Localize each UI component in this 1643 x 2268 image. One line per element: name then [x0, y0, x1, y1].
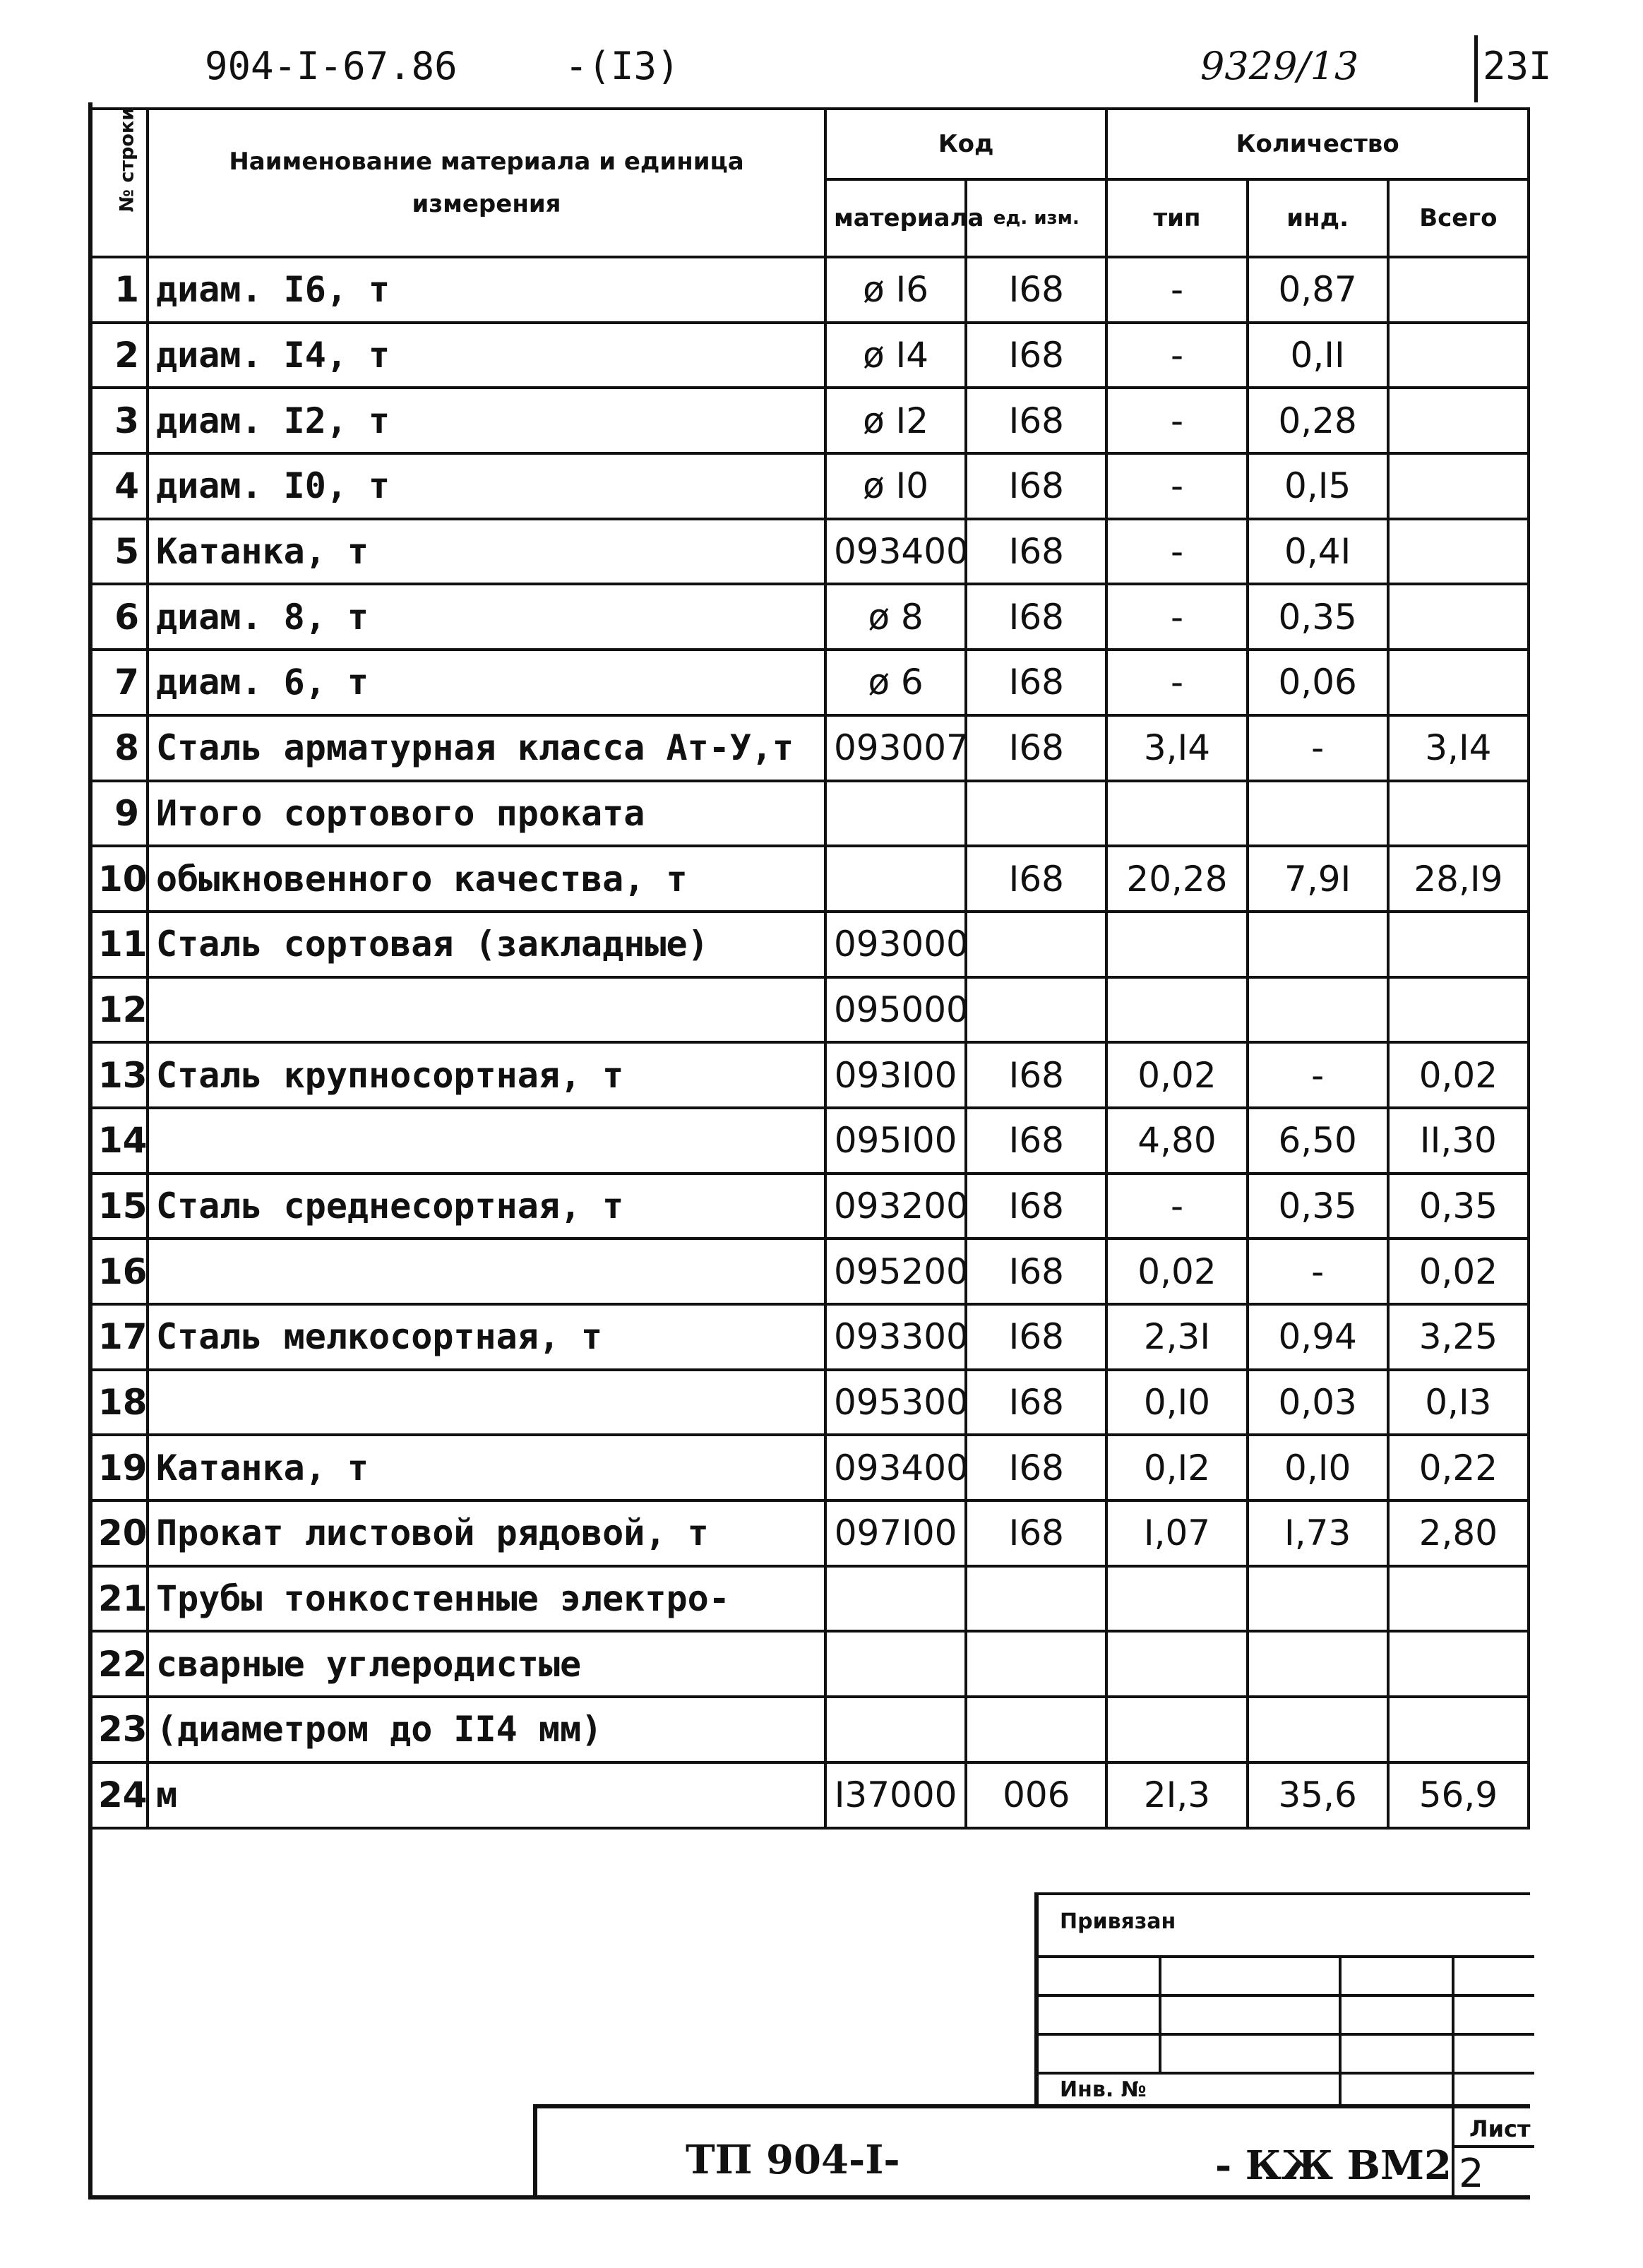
material-code-cell: 095I00 — [825, 1108, 966, 1174]
unit-code-cell: I68 — [966, 715, 1106, 781]
stamp-line — [1159, 1955, 1161, 2072]
unit-code-cell: I68 — [966, 519, 1106, 585]
qty-type-cell — [1106, 1697, 1247, 1762]
page-number: 23I — [1483, 44, 1552, 88]
unit-code-cell: I68 — [966, 1239, 1106, 1304]
unit-code-cell: I68 — [966, 650, 1106, 715]
material-code-cell — [825, 846, 966, 912]
qty-type-cell: - — [1106, 388, 1247, 453]
sheet-cell-divider — [1452, 2108, 1454, 2200]
qty-type-cell: - — [1106, 519, 1247, 585]
material-code-cell: 093000 — [825, 912, 966, 977]
material-code-cell: ø 6 — [825, 650, 966, 715]
table-row — [90, 650, 1529, 715]
qty-total-cell — [1388, 453, 1529, 519]
material-code-cell — [825, 1697, 966, 1762]
material-name-cell: (диаметром до II4 мм) — [148, 1697, 825, 1762]
qty-ind-cell: 0,35 — [1248, 1174, 1388, 1239]
material-code-cell — [825, 781, 966, 847]
material-code-header: материала — [825, 179, 966, 257]
linked-label: Привязан — [1060, 1909, 1176, 1934]
row-number-cell: 13 — [90, 1042, 148, 1108]
qty-type-header: тип — [1106, 179, 1247, 257]
row-number-cell: 17 — [90, 1304, 148, 1370]
qty-ind-cell: 0,28 — [1248, 388, 1388, 453]
material-name-cell: Прокат листовой рядовой, т — [148, 1500, 825, 1566]
unit-code-cell: I68 — [966, 1174, 1106, 1239]
qty-total-cell: 0,35 — [1388, 1174, 1529, 1239]
unit-code-header: ед. изм. — [966, 179, 1106, 257]
material-code-cell: 093400 — [825, 1435, 966, 1500]
qty-ind-cell: - — [1248, 1042, 1388, 1108]
qty-total-cell — [1388, 584, 1529, 650]
row-number-cell: 1 — [90, 257, 148, 323]
qty-type-cell — [1106, 1566, 1247, 1632]
qty-total-cell — [1388, 257, 1529, 323]
qty-ind-cell: 0,I5 — [1248, 453, 1388, 519]
unit-code-cell: I68 — [966, 257, 1106, 323]
qty-type-cell: - — [1106, 257, 1247, 323]
qty-total-cell — [1388, 977, 1529, 1043]
material-name-cell: диам. I4, т — [148, 323, 825, 388]
table-row — [90, 1500, 1529, 1566]
material-name-cell — [148, 1108, 825, 1174]
row-number-cell: 16 — [90, 1239, 148, 1304]
table-row — [90, 1239, 1529, 1304]
qty-type-cell: 0,I0 — [1106, 1370, 1247, 1436]
qty-ind-cell: 0,94 — [1248, 1304, 1388, 1370]
qty-type-cell: - — [1106, 453, 1247, 519]
inventory-label: Инв. № — [1060, 2077, 1147, 2102]
table-row — [90, 323, 1529, 388]
quantity-header: Количество — [1106, 109, 1529, 179]
material-name-cell: Сталь мелкосортная, т — [148, 1304, 825, 1370]
qty-ind-cell — [1248, 912, 1388, 977]
qty-type-cell: - — [1106, 650, 1247, 715]
qty-ind-cell — [1248, 1566, 1388, 1632]
unit-code-cell: I68 — [966, 1108, 1106, 1174]
material-name-cell: диам. I0, т — [148, 453, 825, 519]
qty-total-cell — [1388, 323, 1529, 388]
qty-type-cell: - — [1106, 584, 1247, 650]
row-number-cell: 19 — [90, 1435, 148, 1500]
material-name-cell: диам. I6, т — [148, 257, 825, 323]
qty-ind-cell: 0,4I — [1248, 519, 1388, 585]
material-code-cell: ø I6 — [825, 257, 966, 323]
table-row — [90, 1304, 1529, 1370]
qty-type-cell: 0,I2 — [1106, 1435, 1247, 1500]
table-row — [90, 1435, 1529, 1500]
row-number-cell: 18 — [90, 1370, 148, 1436]
qty-total-cell — [1388, 388, 1529, 453]
qty-ind-cell — [1248, 977, 1388, 1043]
material-name-cell: обыкновенного качества, т — [148, 846, 825, 912]
unit-code-cell: I68 — [966, 1304, 1106, 1370]
sheet-number: 2 — [1459, 2151, 1484, 2197]
qty-total-cell: 0,02 — [1388, 1239, 1529, 1304]
qty-total-cell: 0,02 — [1388, 1042, 1529, 1108]
table-row — [90, 519, 1529, 585]
unit-code-cell: I68 — [966, 453, 1106, 519]
qty-total-cell: II,30 — [1388, 1108, 1529, 1174]
material-name-cell: сварные углеродистые — [148, 1631, 825, 1697]
qty-type-cell: 2I,3 — [1106, 1762, 1247, 1828]
qty-type-cell: 20,28 — [1106, 846, 1247, 912]
row-number-cell: 11 — [90, 912, 148, 977]
qty-ind-cell: 0,35 — [1248, 584, 1388, 650]
title-block — [533, 2104, 1530, 2200]
qty-total-header: Всего — [1388, 179, 1529, 257]
material-name-cell: Катанка, т — [148, 519, 825, 585]
qty-type-cell: 2,3I — [1106, 1304, 1247, 1370]
row-number-header: № строки — [90, 109, 148, 257]
qty-ind-cell: - — [1248, 715, 1388, 781]
material-code-cell: 093400 — [825, 519, 966, 585]
row-number-cell: 5 — [90, 519, 148, 585]
linked-stamp — [1034, 1892, 1530, 2104]
unit-code-cell — [966, 912, 1106, 977]
material-code-cell: 093200 — [825, 1174, 966, 1239]
unit-code-cell: I68 — [966, 388, 1106, 453]
code-header: Код — [825, 109, 1106, 179]
material-name-cell: м — [148, 1762, 825, 1828]
row-number-cell: 15 — [90, 1174, 148, 1239]
qty-total-cell: 3,25 — [1388, 1304, 1529, 1370]
qty-type-cell — [1106, 1631, 1247, 1697]
stamp-line — [1039, 2072, 1534, 2075]
unit-code-cell — [966, 1631, 1106, 1697]
material-code-cell: ø 8 — [825, 584, 966, 650]
qty-type-cell: 0,02 — [1106, 1239, 1247, 1304]
table-row — [90, 388, 1529, 453]
material-code-cell: 097I00 — [825, 1500, 966, 1566]
material-name-cell — [148, 1370, 825, 1436]
table-row — [90, 977, 1529, 1043]
section-number: -(I3) — [565, 44, 680, 88]
drawing-code: - КЖ ВМ2 — [1215, 2142, 1452, 2189]
row-number-cell: 2 — [90, 323, 148, 388]
unit-code-cell: I68 — [966, 584, 1106, 650]
qty-type-cell — [1106, 977, 1247, 1043]
table-row — [90, 781, 1529, 847]
row-number-cell: 20 — [90, 1500, 148, 1566]
material-name-cell: Катанка, т — [148, 1435, 825, 1500]
qty-type-cell: 0,02 — [1106, 1042, 1247, 1108]
stamp-line — [1452, 1955, 1454, 2107]
qty-total-cell — [1388, 912, 1529, 977]
qty-total-cell: 0,22 — [1388, 1435, 1529, 1500]
material-name-cell: диам. 6, т — [148, 650, 825, 715]
row-number-cell: 9 — [90, 781, 148, 847]
qty-ind-cell: 0,I0 — [1248, 1435, 1388, 1500]
unit-code-cell: I68 — [966, 1042, 1106, 1108]
qty-type-cell: 3,I4 — [1106, 715, 1247, 781]
row-number-cell: 10 — [90, 846, 148, 912]
material-name-cell: Итого сортового проката — [148, 781, 825, 847]
row-number-cell: 8 — [90, 715, 148, 781]
qty-type-cell: - — [1106, 323, 1247, 388]
material-code-cell: I37000 — [825, 1762, 966, 1828]
table-row — [90, 1370, 1529, 1436]
row-number-cell: 23 — [90, 1697, 148, 1762]
qty-ind-cell — [1248, 781, 1388, 847]
handwritten-reference: 9329/13 — [1200, 44, 1359, 88]
document-code: 904-I-67.86 — [205, 44, 458, 88]
page-number-divider — [1474, 35, 1478, 102]
unit-code-cell: I68 — [966, 1500, 1106, 1566]
row-number-cell: 6 — [90, 584, 148, 650]
material-name-cell: диам. I2, т — [148, 388, 825, 453]
material-code-cell: ø I2 — [825, 388, 966, 453]
material-name-cell: Сталь крупносортная, т — [148, 1042, 825, 1108]
qty-type-cell — [1106, 781, 1247, 847]
row-number-cell: 4 — [90, 453, 148, 519]
material-code-cell: 093I00 — [825, 1042, 966, 1108]
material-name-cell: Сталь арматурная класса Ат-У,т — [148, 715, 825, 781]
table-row — [90, 1042, 1529, 1108]
material-code-cell: 093007 — [825, 715, 966, 781]
materials-table — [88, 107, 1530, 1830]
sheet-cell-divider — [1452, 2145, 1534, 2148]
table-row — [90, 1566, 1529, 1632]
unit-code-cell: 006 — [966, 1762, 1106, 1828]
row-number-cell: 12 — [90, 977, 148, 1043]
qty-type-cell: - — [1106, 1174, 1247, 1239]
material-name-cell: Сталь среднесортная, т — [148, 1174, 825, 1239]
qty-total-cell — [1388, 519, 1529, 585]
qty-ind-cell — [1248, 1631, 1388, 1697]
row-number-cell: 3 — [90, 388, 148, 453]
qty-total-cell — [1388, 781, 1529, 847]
unit-code-cell: I68 — [966, 846, 1106, 912]
qty-ind-cell: 35,6 — [1248, 1762, 1388, 1828]
table-row — [90, 257, 1529, 323]
row-number-cell: 21 — [90, 1566, 148, 1632]
qty-type-cell — [1106, 912, 1247, 977]
table-row — [90, 584, 1529, 650]
material-code-cell: 093300 — [825, 1304, 966, 1370]
unit-code-cell: I68 — [966, 1435, 1106, 1500]
table-row — [90, 1174, 1529, 1239]
material-name-cell: Сталь сортовая (закладные) — [148, 912, 825, 977]
material-code-cell — [825, 1566, 966, 1632]
qty-total-cell — [1388, 1566, 1529, 1632]
material-name-cell — [148, 977, 825, 1043]
material-name-cell: Трубы тонкостенные электро- — [148, 1566, 825, 1632]
material-code-cell: ø I4 — [825, 323, 966, 388]
material-name-header: Наименование материала и единица измерения — [148, 109, 825, 257]
qty-ind-cell: 6,50 — [1248, 1108, 1388, 1174]
qty-total-cell: 2,80 — [1388, 1500, 1529, 1566]
qty-ind-cell: - — [1248, 1239, 1388, 1304]
material-code-cell — [825, 1631, 966, 1697]
qty-ind-cell: 0,03 — [1248, 1370, 1388, 1436]
qty-ind-cell: 7,9I — [1248, 846, 1388, 912]
qty-total-cell — [1388, 1631, 1529, 1697]
row-number-cell: 14 — [90, 1108, 148, 1174]
table-row — [90, 1631, 1529, 1697]
row-number-cell: 24 — [90, 1762, 148, 1828]
qty-ind-cell: 0,II — [1248, 323, 1388, 388]
qty-total-cell: 0,I3 — [1388, 1370, 1529, 1436]
qty-total-cell — [1388, 650, 1529, 715]
table-row — [90, 1762, 1529, 1828]
unit-code-cell: I68 — [966, 323, 1106, 388]
qty-type-cell: I,07 — [1106, 1500, 1247, 1566]
material-name-cell — [148, 1239, 825, 1304]
material-code-cell: 095000 — [825, 977, 966, 1043]
qty-ind-header: инд. — [1248, 179, 1388, 257]
qty-total-cell: 28,I9 — [1388, 846, 1529, 912]
stamp-line — [1339, 1955, 1342, 2107]
table-row — [90, 715, 1529, 781]
qty-total-cell — [1388, 1697, 1529, 1762]
table-row — [90, 912, 1529, 977]
qty-ind-cell: I,73 — [1248, 1500, 1388, 1566]
table-row — [90, 1697, 1529, 1762]
qty-ind-cell: 0,87 — [1248, 257, 1388, 323]
material-code-cell: ø I0 — [825, 453, 966, 519]
unit-code-cell — [966, 1697, 1106, 1762]
stamp-line — [1039, 1955, 1534, 1958]
unit-code-cell — [966, 1566, 1106, 1632]
row-number-cell: 7 — [90, 650, 148, 715]
qty-type-cell: 4,80 — [1106, 1108, 1247, 1174]
qty-ind-cell: 0,06 — [1248, 650, 1388, 715]
table-row — [90, 1108, 1529, 1174]
material-name-cell: диам. 8, т — [148, 584, 825, 650]
sheet-label: Лист — [1469, 2115, 1531, 2142]
qty-total-cell: 3,I4 — [1388, 715, 1529, 781]
unit-code-cell — [966, 781, 1106, 847]
unit-code-cell — [966, 977, 1106, 1043]
table-row — [90, 453, 1529, 519]
material-code-cell: 095200 — [825, 1239, 966, 1304]
unit-code-cell: I68 — [966, 1370, 1106, 1436]
qty-total-cell: 56,9 — [1388, 1762, 1529, 1828]
qty-ind-cell — [1248, 1697, 1388, 1762]
row-number-cell: 22 — [90, 1631, 148, 1697]
stamp-line — [1039, 2033, 1534, 2036]
table-row — [90, 846, 1529, 912]
material-code-cell: 095300 — [825, 1370, 966, 1436]
project-code: ТП 904-I- — [686, 2137, 900, 2183]
stamp-line — [1039, 1994, 1534, 1997]
